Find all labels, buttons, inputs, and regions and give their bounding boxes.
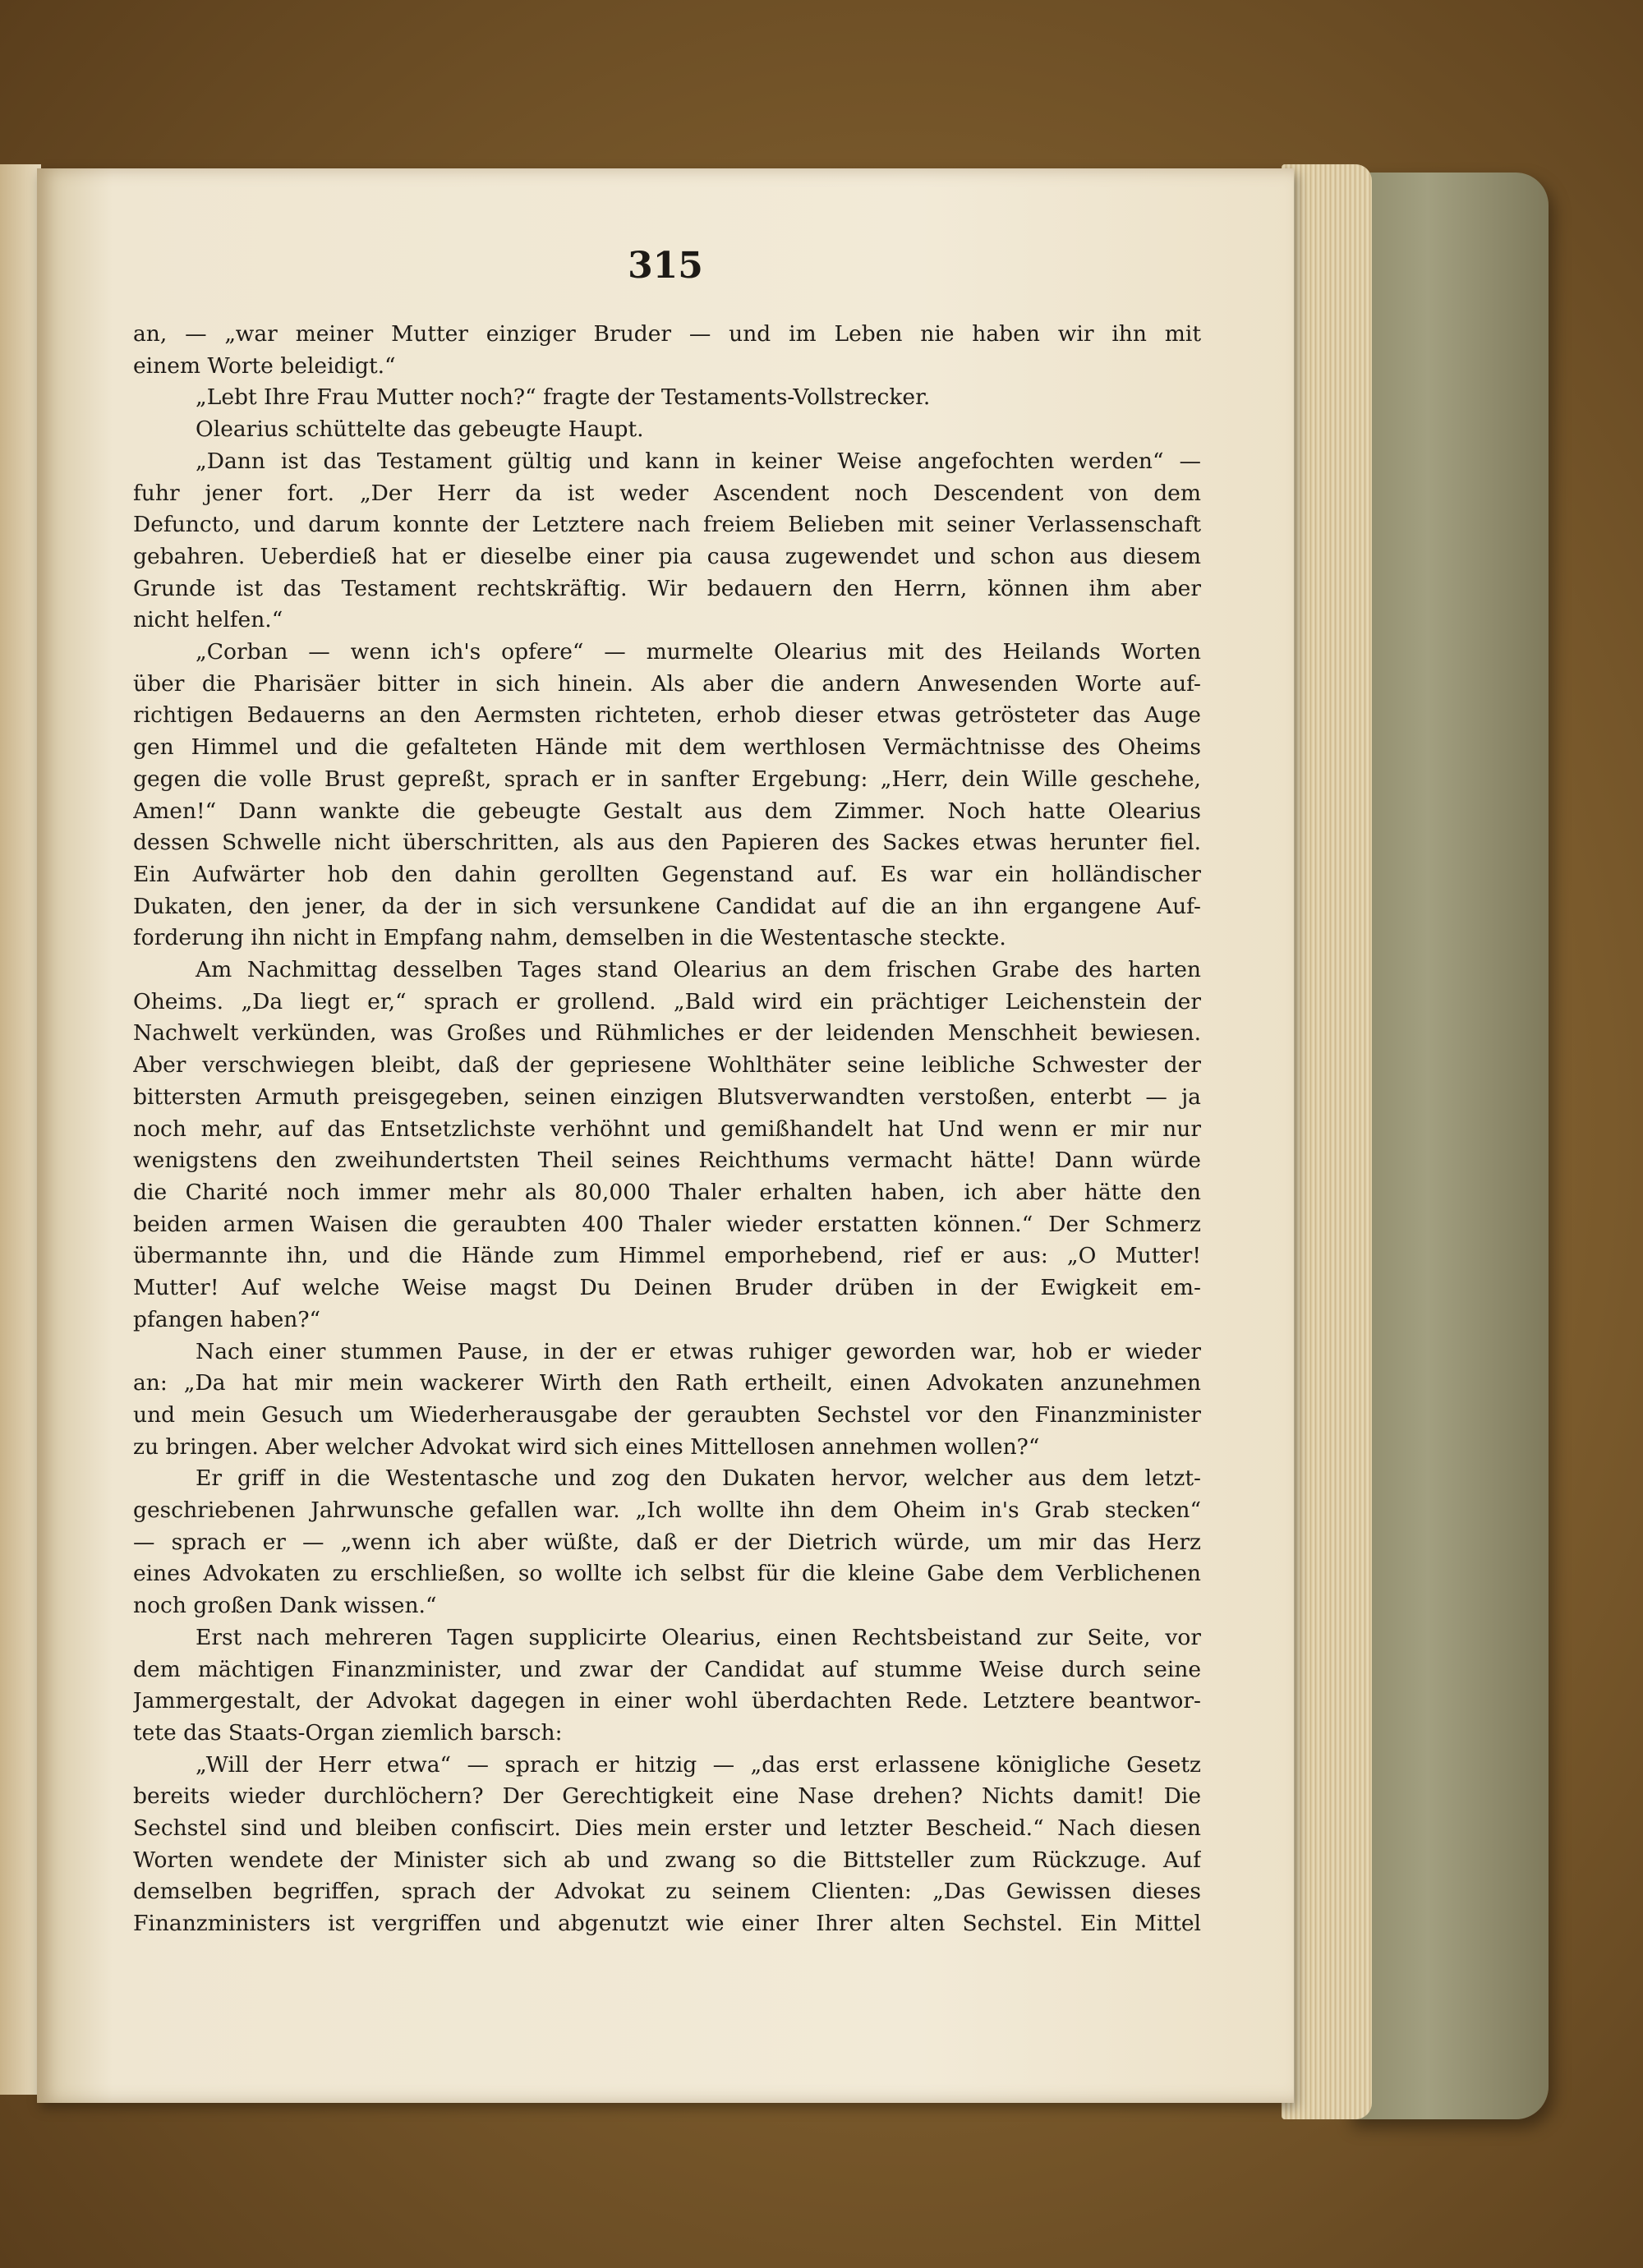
text-line: fuhr jener fort. „Der Herr da ist weder Ascendent noch Descendent von dem	[133, 480, 1201, 506]
page-text	[133, 319, 1201, 1940]
text-line: gen Himmel und die gefalteten Hände mit dem werthlosen Vermächtnisse des Oheims	[133, 734, 1201, 761]
text-line: an, — „war meiner Mutter einziger Bruder — und im Leben nie haben wir ihn mit	[133, 321, 1201, 347]
text-line: Am Nachmittag desselben Tages stand Olearius an dem frischen Grabe des harten	[196, 957, 1201, 983]
text-line: gebahren. Ueberdieß hat er dieselbe einer pia causa zugewendet und schon aus diesem	[133, 543, 1201, 569]
text-line: Dukaten, den jener, da der in sich versunkene Candidat auf die an ihn ergangene Auf-	[133, 893, 1201, 919]
text-line: an: „Da hat mir mein wackerer Wirth den Rath ertheilt, einen Advokaten anzunehmen	[133, 1370, 1201, 1396]
text-line: Nachwelt verkünden, was Großes und Rühmliches er der leidenden Menschheit bewiesen.	[133, 1020, 1201, 1047]
text-line: die Charité noch immer mehr als 80,000 Thaler erhalten haben, ich aber hätte den	[133, 1179, 1201, 1205]
text-line: „Dann ist das Testament gültig und kann in keiner Weise angefochten werden“ —	[196, 448, 1201, 474]
text-line: Grunde ist das Testament rechtskräftig. Wir bedauern den Herrn, können ihm aber	[133, 575, 1201, 601]
text-line: demselben begriffen, sprach der Advokat zu seinem Clienten: „Das Gewissen dieses	[133, 1879, 1201, 1905]
text-line: geschriebenen Jahrwunsche gefallen war. „Ich wollte ihn dem Oheim in's Grab stecken“	[133, 1497, 1201, 1524]
text-line: Worten wendete der Minister sich ab und zwang so die Bittsteller zum Rückzuge. Auf	[133, 1847, 1201, 1873]
text-line: Amen!“ Dann wankte die gebeugte Gestalt aus dem Zimmer. Noch hatte Olearius	[133, 798, 1201, 824]
text-line: noch mehr, auf das Entsetzlichste verhöhnt und gemißhandelt hat Und wenn er mir nur	[133, 1116, 1201, 1142]
text-line: dessen Schwelle nicht überschritten, als aus den Papieren des Sackes etwas herunter fiel.	[133, 830, 1201, 856]
text-line: „Will der Herr etwa“ — sprach er hitzig — „das erst erlassene königliche Gesetz	[196, 1751, 1201, 1778]
text-line: Finanzministers ist vergriffen und abgenutzt wie einer Ihrer alten Sechstel. Ein Mittel	[133, 1911, 1201, 1937]
page-number: 315	[628, 245, 703, 287]
text-line: dem mächtigen Finanzminister, und zwar der Candidat auf stumme Weise durch seine	[133, 1656, 1201, 1682]
page-edges	[1282, 164, 1372, 2119]
text-line: eines Advokaten zu erschließen, so wollte ich selbst für die kleine Gabe dem Verblichenen	[133, 1561, 1201, 1587]
text-line: pfangen haben?“	[133, 1306, 321, 1332]
text-line: — sprach er — „wenn ich aber wüßte, daß er der Dietrich würde, um mir das Herz	[133, 1529, 1201, 1555]
text-line: richtigen Bedauerns an den Aermsten richteten, erhob dieser etwas getrösteter das Auge	[133, 702, 1201, 729]
text-line: forderung ihn nicht in Empfang nahm, demselben in die Westentasche steckte.	[133, 925, 1006, 951]
text-line: Mutter! Auf welche Weise magst Du Deinen Bruder drüben in der Ewigkeit em-	[133, 1275, 1201, 1301]
text-line: „Lebt Ihre Frau Mutter noch?“ fragte der Testaments-Vollstrecker.	[196, 384, 931, 411]
text-line: gegen die volle Brust gepreßt, sprach er in sanfter Ergebung: „Herr, dein Wille geschehe,	[133, 766, 1201, 792]
text-line: über die Pharisäer bitter in sich hinein. Als aber die andern Anwesenden Worte auf-	[133, 670, 1201, 697]
book-cover	[1347, 173, 1549, 2119]
text-line: Jammergestalt, der Advokat dagegen in einer wohl überdachten Rede. Letztere beantwor-	[133, 1688, 1201, 1714]
text-line: Oheims. „Da liegt er,“ sprach er grollend. „Bald wird ein prächtiger Leichenstein der	[133, 988, 1201, 1014]
text-line: beiden armen Waisen die geraubten 400 Thaler wieder erstatten können.“ Der Schmerz	[133, 1211, 1201, 1237]
text-line: tete das Staats-Organ ziemlich barsch:	[133, 1719, 563, 1746]
text-line: zu bringen. Aber welcher Advokat wird sich eines Mittellosen annehmen wollen?“	[133, 1433, 1040, 1460]
text-line: Ein Aufwärter hob den dahin gerollten Gegenstand auf. Es war ein holländischer	[133, 861, 1201, 887]
text-line: bereits wieder durchlöchern? Der Gerechtigkeit eine Nase drehen? Nichts damit! Die	[133, 1783, 1201, 1810]
left-page-edge	[0, 164, 41, 2095]
text-line: „Corban — wenn ich's opfere“ — murmelte Olearius mit des Heilands Worten	[196, 639, 1201, 665]
text-line: noch großen Dank wissen.“	[133, 1593, 437, 1619]
text-line: Olearius schüttelte das gebeugte Haupt.	[196, 416, 644, 443]
text-line: einem Worte beleidigt.“	[133, 352, 396, 379]
text-line: Nach einer stummen Pause, in der er etwas ruhiger geworden war, hob er wieder	[196, 1338, 1201, 1364]
text-line: wenigstens den zweihundertsten Theil seines Reichthums vermacht hätte! Dann würde	[133, 1148, 1201, 1174]
text-line: und mein Gesuch um Wiederherausgabe der geraubten Sechstel vor den Finanzminister	[133, 1401, 1201, 1428]
text-line: übermannte ihn, und die Hände zum Himmel emporhebend, rief er aus: „O Mutter!	[133, 1243, 1201, 1269]
text-line: bittersten Armuth preisgegeben, seinen einzigen Blutsverwandten verstoßen, enterbt — ja	[133, 1083, 1201, 1110]
text-line: Erst nach mehreren Tagen supplicirte Olearius, einen Rechtsbeistand zur Seite, vor	[196, 1624, 1201, 1650]
text-line: Aber verschwiegen bleibt, daß der gepriesene Wohlthäter seine leibliche Schwester der	[133, 1052, 1201, 1079]
text-line: Sechstel sind und bleiben confiscirt. Dies mein erster und letzter Bescheid.“ Nach diesen	[133, 1815, 1201, 1842]
text-line: Defuncto, und darum konnte der Letztere nach freiem Belieben mit seiner Verlassenschaft	[133, 512, 1201, 538]
text-line: Er griff in die Westentasche und zog den Dukaten hervor, welcher aus dem letzt-	[196, 1465, 1201, 1492]
text-line: nicht helfen.“	[133, 607, 283, 633]
